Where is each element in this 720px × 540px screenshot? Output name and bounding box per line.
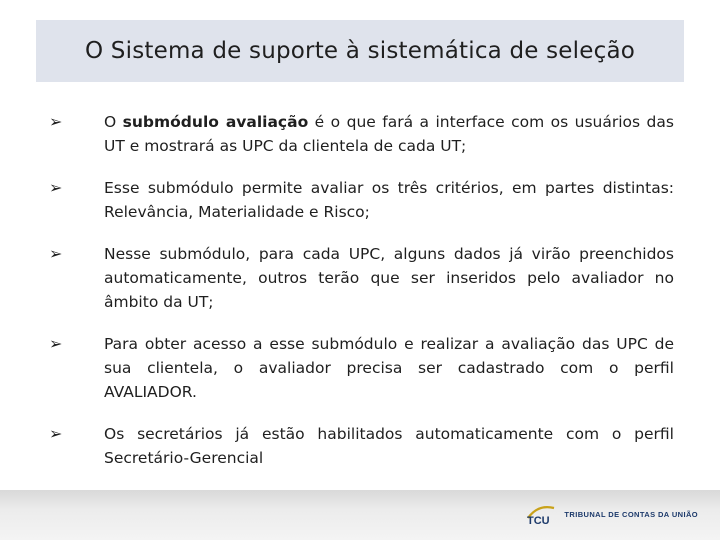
bullet-item	[46, 332, 674, 404]
bullet-text: Nesse submódulo, para cada UPC, alguns dados já virão preenchidos automaticamente, outros terão que ser inseridos pelo avaliador no âmbito da UT;	[104, 245, 674, 311]
arrow-bullet-icon: ➢	[49, 334, 63, 353]
tcu-logo	[526, 502, 698, 526]
bullet-item	[46, 110, 674, 158]
bullet-text: Para obter acesso a esse submódulo e realizar a avaliação das UPC de sua clientela, o avaliador precisa ser cadastrado com o perfil AVALIADOR.	[104, 335, 674, 401]
arrow-bullet-icon: ➢	[49, 178, 63, 197]
bullet-text-part: O	[104, 113, 123, 131]
title-bar	[36, 20, 684, 82]
bullet-text-part: é o que fará a interface com os usuários das UT e mostrará as UPC da clientela de cada UT;	[104, 113, 674, 155]
footer-bar	[0, 490, 720, 540]
bullet-item	[46, 176, 674, 224]
bullet-text	[104, 110, 674, 158]
bullet-item	[46, 242, 674, 314]
arrow-bullet-icon: ➢	[49, 424, 63, 443]
bullet-text: Esse submódulo permite avaliar os três critérios, em partes distintas: Relevância, Materialidade e Risco;	[104, 179, 674, 221]
bullet-item	[46, 422, 674, 470]
tcu-emblem-icon	[526, 502, 558, 526]
bullet-text: Os secretários já estão habilitados automaticamente com o perfil Secretário-Gerencial	[104, 425, 674, 467]
tcu-logo-text: TRIBUNAL DE CONTAS DA UNIÃO	[564, 509, 698, 519]
arrow-bullet-icon: ➢	[49, 112, 63, 131]
bullet-text-bold: submódulo avaliação	[122, 113, 309, 131]
arrow-bullet-icon: ➢	[49, 244, 63, 263]
tcu-mark-text: TCU	[527, 515, 551, 526]
bullet-list	[46, 110, 674, 488]
slide-title: O Sistema de suporte à sistemática de seleção	[84, 38, 636, 64]
